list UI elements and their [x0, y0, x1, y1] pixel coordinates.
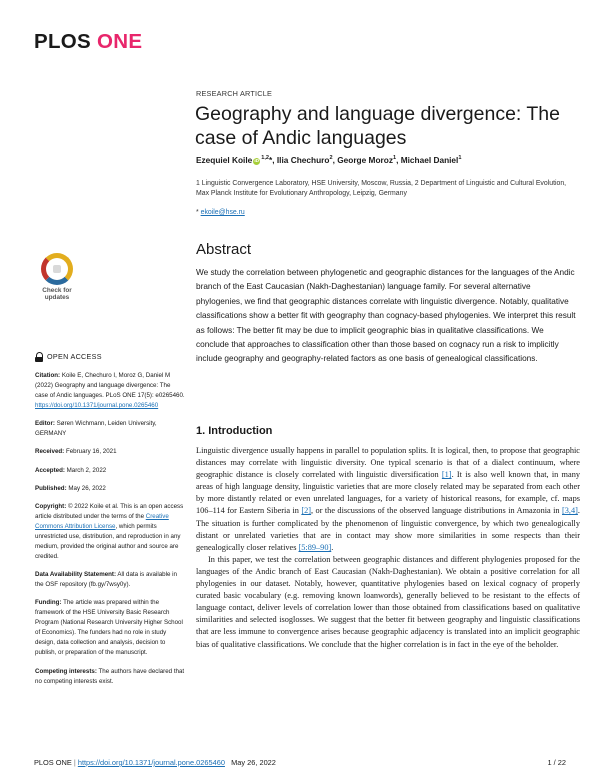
accepted-block	[35, 466, 185, 476]
corresponding-email	[196, 209, 245, 216]
editor-block	[35, 419, 185, 439]
author-separator: ,	[332, 155, 338, 165]
email-link[interactable]: ekoile@hse.ru	[200, 209, 245, 216]
footer-date: May 26, 2022	[231, 758, 276, 767]
orcid-icon[interactable]: iD	[254, 159, 260, 164]
copyright-text-end: , which permits unrestricted use, distribution, and reproduction in any medium, provided the original author and source are credited.	[35, 522, 181, 560]
journal-logo[interactable]	[34, 30, 142, 54]
data-availability-block	[35, 570, 185, 590]
published-block	[35, 484, 185, 494]
abstract-heading: Abstract	[196, 241, 252, 258]
check-for-updates-label: Check for updates	[42, 287, 72, 301]
reference-link[interactable]: [3,4]	[562, 506, 578, 516]
intro-paragraph-2: In this paper, we test the correlation between geographic distances and different phylogenies proposed for the languages of the Andic branch of East Caucasian (Nakh-Daghestanian). We obtain a positive correlation for all phylogenies in our dataset. Notably, however, quantitative phylogenies based on lexical cognacy of properly curated basic vocabulary (e.g. removing known loanwords), generally believed to be resistant to the effects of language contact, deliver levels of correlation lower than those obtained from classifications based on qualitative similarities and selected isoglosses. We suggest that the better fit between geography and linguistic classifications that are less immune to convergence arises because geographic adjacency is translated into an implicit geographic bias of qualitative classifications. We conclude that the higher correlation is in fact in the eye of the beholder.	[196, 554, 580, 649]
editor-text: Søren Wichmann, Leiden University, GERMANY	[35, 420, 157, 438]
intro-text: . The situation is further complicated by the phenomenon of linguistic convergence, by which two genealogically distant or unrelated varieties that are in contact may show more similarities in some respects than their genealogically closer relatives	[196, 506, 580, 552]
intro-text: .	[331, 542, 334, 552]
intro-text: , or the discussions of the observed language distributions in Amazonia in	[311, 506, 563, 516]
footer-journal: PLOS ONE	[34, 758, 72, 767]
copyright-text: © 2022 Koile et al. This is an open access article distributed under the terms of the	[35, 502, 184, 520]
received-date: February 16, 2021	[64, 448, 117, 456]
copyright-label: Copyright:	[35, 502, 67, 510]
page-number: 1 / 22	[547, 758, 566, 767]
footer-separator: |	[71, 758, 78, 767]
crossmark-icon	[41, 253, 73, 285]
corresponding-star: *	[196, 209, 201, 216]
article-title: Geography and language divergence: The case of Andic languages	[195, 103, 560, 149]
reference-link[interactable]: [2]	[301, 506, 312, 516]
citation-label: Citation:	[35, 372, 61, 379]
competing-interests-text: The authors have declared that no competing interests exist.	[35, 667, 185, 685]
received-block	[35, 447, 185, 457]
introduction-heading: 1. Introduction	[196, 425, 273, 437]
logo-plos-text: PLOS	[34, 30, 92, 53]
accepted-label: Accepted:	[35, 466, 65, 474]
logo-one-text: ONE	[97, 30, 143, 53]
funding-label: Funding:	[35, 599, 62, 607]
intro-text: Linguistic divergence usually happens in parallel to population splits. It is logical, then, to propose that geographic distances may correlate with linguistic diversity. One typical scenario is that of a dialect continuum, where geographic distance is closely correlated with linguistic diversification	[196, 446, 580, 480]
author-name[interactable]: Michael Daniel	[400, 155, 459, 165]
competing-interests-block	[35, 667, 185, 687]
author-separator: *,	[269, 155, 277, 165]
abstract-text: We study the correlation between phylogenetic and geographic distances for the languages of the Andic branch of the East Caucasian (Nakh-Daghestanian) language family. For several alternative phylogenies, we find that geographic distances correlate with linguistic divergence. Notably, qualitative classifications show a better fit with geography than cognacy-based phylogenies. We interpret this result as follows: The better fit may be due to implicit geographic bias in qualitative classifications. We conclude that approaches to classification other than those based on cognacy run a risk to implicitly include geography and geography-related factors as one basis of genealogical classifications.	[196, 268, 576, 364]
author-affiliation-sup: 1	[392, 155, 397, 162]
received-label: Received:	[35, 448, 65, 456]
article-info-sidebar	[35, 352, 185, 695]
accepted-date: March 2, 2022	[64, 466, 107, 474]
intro-text: . It is also well known that, in many areas of high language density, linguistic varieties that are more closely related may be separated from each other by more distantly related or even unrelated languages, for a variety of historical reasons, for example, cf. maps 106–114 for Eastern Siberia in	[196, 470, 580, 516]
author-name[interactable]: George Moroz	[337, 155, 393, 165]
author-affiliation-sup: 1	[458, 155, 462, 162]
license-link[interactable]: Creative Commons Attribution License	[35, 512, 169, 530]
reference-link[interactable]: [1]	[441, 470, 452, 480]
open-access-label	[35, 352, 185, 362]
reference-link[interactable]: [5:89–90]	[298, 542, 332, 552]
page-footer	[34, 758, 566, 767]
author-affiliation-sup: 1,2	[261, 155, 270, 162]
citation-text: Koile E, Chechuro I, Moroz G, Daniel M (2022) Geography and language divergence: The case of Andic languages. PLoS ONE 17(5): e0265460.	[35, 372, 185, 399]
author-list	[196, 155, 461, 165]
citation-block	[35, 371, 185, 411]
author-separator: ,	[396, 155, 401, 165]
funding-block	[35, 598, 185, 658]
affiliations: 1 Linguistic Convergence Laboratory, HSE University, Moscow, Russia, 2 Department of Linguistic and Cultural Evolution, Max Planck Institute for Evolutionary Anthropology, Leipzig, Germany	[196, 180, 567, 197]
funding-text: The article was prepared within the framework of the HSE University Basic Research Program (National Research University Higher School of Economics). The funders had no role in study design, data collection and analysis, decision to publish, or preparation of the manuscript.	[35, 599, 183, 657]
citation-doi-link[interactable]: https://doi.org/10.1371/journal.pone.0265460	[35, 402, 159, 409]
open-lock-icon	[35, 352, 43, 362]
published-date: May 26, 2022	[66, 484, 106, 492]
author-affiliation-sup: 2	[329, 155, 333, 162]
competing-interests-label: Competing interests:	[35, 667, 97, 675]
data-availability-text: All data is available in the OSF repository (fb.gy/7wsy0y).	[35, 571, 177, 589]
open-access-text: OPEN ACCESS	[47, 352, 102, 361]
data-availability-label: Data Availability Statement:	[35, 571, 117, 579]
introduction-body	[196, 445, 580, 651]
footer-doi-link[interactable]: https://doi.org/10.1371/journal.pone.0265460	[77, 758, 225, 767]
published-label: Published:	[35, 484, 67, 492]
article-type: RESEARCH ARTICLE	[196, 89, 273, 98]
check-for-updates-badge[interactable]	[35, 253, 79, 301]
intro-paragraph-1	[196, 445, 580, 554]
copyright-block	[35, 502, 185, 562]
author-name[interactable]: Ezequiel Koile	[196, 155, 253, 165]
editor-label: Editor:	[35, 420, 55, 428]
author-name[interactable]: Ilia Chechuro	[276, 155, 330, 165]
